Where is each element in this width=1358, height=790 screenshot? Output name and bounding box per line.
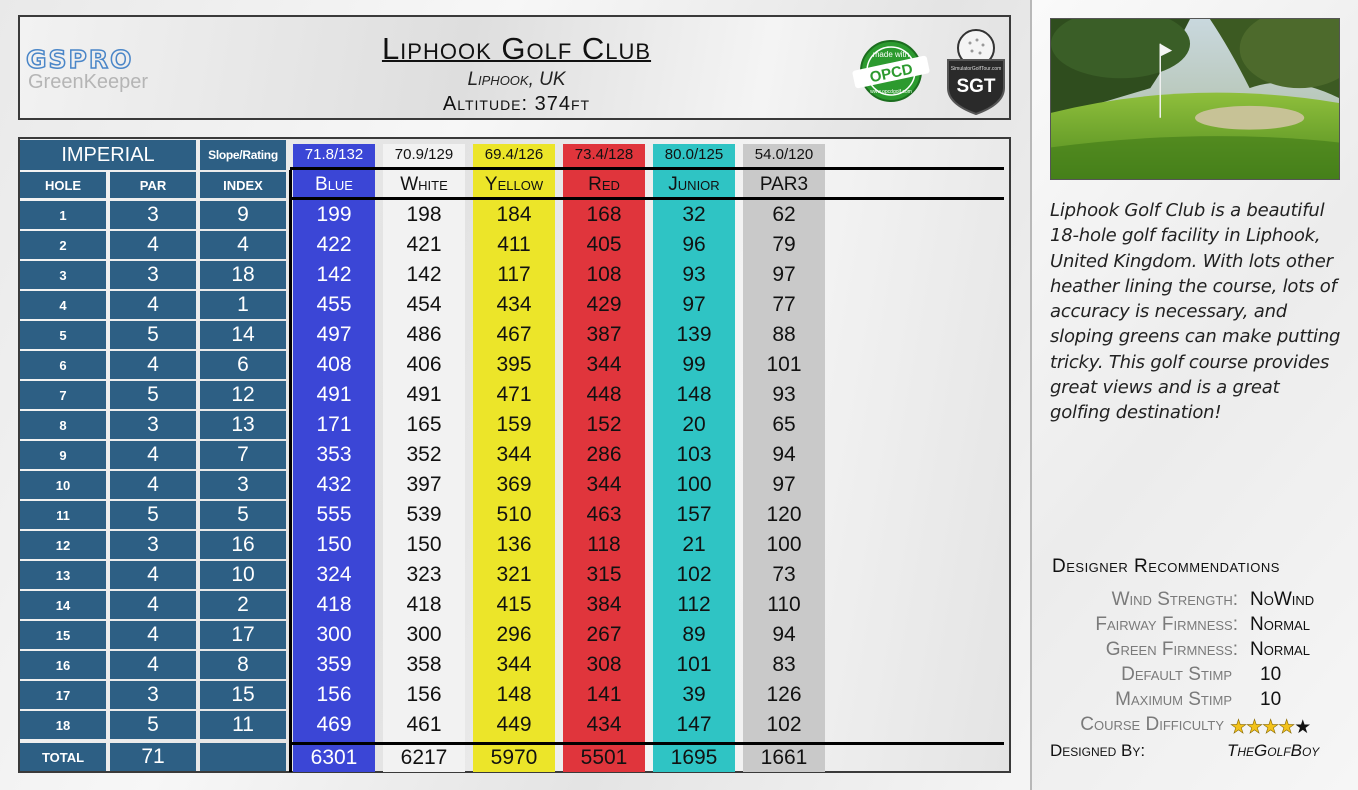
hole-number: 14: [20, 591, 106, 619]
tee-yardage: 171: [316, 413, 352, 436]
green-firmness-value: Normal: [1250, 639, 1310, 660]
hole-number: 5: [20, 321, 106, 349]
hole-index: 13: [200, 411, 286, 439]
scorecard: [18, 137, 1011, 773]
tee-yardage: 117: [497, 263, 531, 286]
hole-number: 4: [20, 291, 106, 319]
tee-yardage: 148: [496, 683, 532, 706]
tee-yardage: 139: [676, 323, 712, 346]
tee-yardage: 97: [682, 293, 706, 316]
tee-yardage: 510: [496, 503, 532, 526]
course-difficulty-label: Course Difficulty: [1080, 714, 1224, 735]
tee-yardage: 448: [586, 383, 622, 406]
tee-yardage: 432: [316, 473, 352, 496]
hole-par: 3: [110, 411, 196, 439]
hole-index: 2: [200, 591, 286, 619]
tee-column-par3: [743, 144, 825, 772]
tee-yardage: 455: [316, 293, 352, 316]
hole-par: 4: [110, 231, 196, 259]
tee-yardage: 96: [682, 233, 706, 256]
fairway-firmness-value: Normal: [1250, 614, 1310, 635]
hole-index: 5: [200, 501, 286, 529]
hole-index: 4: [200, 231, 286, 259]
slope-rating-label: Slope/Rating: [200, 140, 286, 170]
tee-left-divider: [289, 170, 292, 772]
hole-number: 18: [20, 711, 106, 739]
sgt-shield-icon: [940, 26, 1012, 116]
tee-yardage: 324: [316, 563, 352, 586]
tee-yardage: 321: [496, 563, 532, 586]
header-divider-line: [290, 197, 1004, 200]
hole-index: 6: [200, 351, 286, 379]
tee-yardage: 112: [677, 593, 711, 616]
tee-yardage: 142: [316, 263, 352, 286]
tee-yardage: 344: [496, 443, 532, 466]
designed-by-label: Designed By:: [1050, 741, 1146, 760]
hole-index: 15: [200, 681, 286, 709]
tee-yardage: 147: [676, 713, 712, 736]
course-title: Liphook Golf Club: [381, 31, 652, 66]
tee-name: White: [400, 174, 448, 195]
tee-total: 5501: [580, 746, 628, 769]
tee-yardage: 491: [406, 383, 442, 406]
tee-yardage: 103: [676, 443, 712, 466]
hole-number: 8: [20, 411, 106, 439]
tee-yardage: 353: [316, 443, 352, 466]
hole-number: 2: [20, 231, 106, 259]
hole-number: 1: [20, 201, 106, 229]
designed-by-value: TheGolfBoy: [1227, 741, 1320, 760]
tee-yardage: 461: [406, 713, 442, 736]
tee-yardage: 344: [586, 353, 622, 376]
hole-par: 5: [110, 321, 196, 349]
tee-name: Junior: [668, 174, 720, 195]
hole-par: 4: [110, 591, 196, 619]
hole-number: 6: [20, 351, 106, 379]
tee-column-white: [383, 144, 465, 772]
total-label: TOTAL: [20, 743, 106, 771]
tee-yardage: 467: [496, 323, 532, 346]
tee-yardage: 397: [406, 473, 442, 496]
hole-number: 17: [20, 681, 106, 709]
par-column-label: PAR: [110, 172, 196, 198]
tee-yardage: 384: [586, 593, 622, 616]
hole-index: 14: [200, 321, 286, 349]
tee-column-yellow: [473, 144, 555, 772]
hole-number: 13: [20, 561, 106, 589]
hole-par: 4: [110, 651, 196, 679]
tee-yardage: 421: [406, 233, 442, 256]
tee-yardage: 359: [316, 653, 352, 676]
hole-number: 10: [20, 471, 106, 499]
hole-par: 3: [110, 261, 196, 289]
hole-index: 7: [200, 441, 286, 469]
tee-column-blue: [293, 144, 375, 772]
tee-rating: 80.0/125: [664, 145, 724, 163]
opcd-badge-main: OPCD: [868, 60, 915, 87]
tee-yardage: 358: [406, 653, 442, 676]
tee-name: Red: [588, 174, 620, 195]
hole-number: 11: [20, 501, 106, 529]
tee-yardage: 110: [767, 593, 801, 616]
tee-yardage: 387: [586, 323, 622, 346]
tee-total: 6217: [400, 746, 448, 769]
tee-yardage: 168: [586, 203, 622, 226]
tee-yardage: 296: [496, 623, 532, 646]
tee-yardage: 32: [682, 203, 706, 226]
tee-yardage: 422: [316, 233, 352, 256]
hole-number: 12: [20, 531, 106, 559]
tee-yardage: 469: [316, 713, 352, 736]
hole-par: 5: [110, 711, 196, 739]
tee-yardage: 434: [496, 293, 532, 316]
default-stimp-value: 10: [1260, 664, 1282, 685]
tee-yardage: 454: [406, 293, 442, 316]
tee-yardage: 415: [496, 593, 532, 616]
hole-number: 16: [20, 651, 106, 679]
tee-yardage: 97: [772, 263, 796, 286]
total-divider-line: [290, 742, 1004, 745]
tee-yardage: 101: [676, 653, 712, 676]
maximum-stimp-value: 10: [1260, 689, 1282, 710]
tee-yardage: 405: [586, 233, 622, 256]
tee-yardage: 286: [586, 443, 622, 466]
tee-yardage: 539: [406, 503, 442, 526]
tee-yardage: 97: [772, 473, 796, 496]
par-total: 71: [110, 743, 196, 771]
star-filled-icon: ★: [1246, 716, 1263, 738]
recommendations-title: Designer Recommendations: [1052, 556, 1280, 577]
tee-yardage: 486: [406, 323, 442, 346]
tee-yardage: 491: [316, 383, 352, 406]
tee-yardage: 408: [316, 353, 352, 376]
tee-column-red: [563, 144, 645, 772]
tee-yardage: 89: [682, 623, 706, 646]
course-altitude: Altitude: 374ft: [442, 93, 591, 115]
tee-yardage: 323: [406, 563, 442, 586]
tee-yardage: 497: [316, 323, 352, 346]
hole-par: 3: [110, 201, 196, 229]
course-photo: [1050, 18, 1340, 180]
default-stimp-label: Default Stimp: [1121, 664, 1232, 685]
tee-rating: 70.9/129: [394, 145, 454, 163]
tee-yardage: 159: [496, 413, 532, 436]
course-header: [18, 15, 1011, 120]
tee-yardage: 395: [496, 353, 532, 376]
info-panel: [1030, 0, 1358, 790]
tee-name: Blue: [315, 174, 353, 195]
index-total-blank: [200, 743, 286, 771]
opcd-badge-bottom: www.opcdgolf.com: [870, 89, 912, 95]
tee-yardage: 21: [682, 533, 706, 556]
index-column-label: INDEX: [200, 172, 286, 198]
hole-par: 5: [110, 381, 196, 409]
tee-yardage: 142: [406, 263, 442, 286]
hole-par: 4: [110, 441, 196, 469]
star-filled-icon: ★: [1278, 716, 1295, 738]
tee-yardage: 108: [586, 263, 622, 286]
tee-total: 6301: [310, 746, 358, 769]
greenkeeper-logo: GreenKeeper: [28, 71, 149, 93]
hole-index: 9: [200, 201, 286, 229]
tee-yardage: 94: [772, 623, 796, 646]
sgt-badge-main: SGT: [956, 76, 996, 97]
star-filled-icon: ★: [1262, 716, 1279, 738]
tee-yardage: 118: [587, 533, 621, 556]
tee-yardage: 184: [496, 203, 532, 226]
hole-index: 18: [200, 261, 286, 289]
tee-yardage: 199: [316, 203, 352, 226]
tee-yardage: 418: [406, 593, 442, 616]
tee-yardage: 93: [682, 263, 706, 286]
tee-yardage: 434: [586, 713, 622, 736]
hole-par: 5: [110, 501, 196, 529]
hole-par: 3: [110, 681, 196, 709]
tee-yardage: 344: [586, 473, 622, 496]
hole-par: 3: [110, 531, 196, 559]
tee-yardage: 165: [406, 413, 442, 436]
tee-yardage: 315: [586, 563, 622, 586]
tee-rating: 73.4/128: [574, 145, 634, 163]
hole-column-label: HOLE: [20, 172, 106, 198]
tee-yardage: 411: [497, 233, 531, 256]
hole-index: 11: [200, 711, 286, 739]
hole-index: 3: [200, 471, 286, 499]
tee-yardage: 308: [586, 653, 622, 676]
tee-yardage: 79: [772, 233, 796, 256]
tee-name: Yellow: [484, 174, 544, 195]
hole-index: 8: [200, 651, 286, 679]
hole-par: 4: [110, 561, 196, 589]
opcd-badge-icon: [849, 39, 933, 103]
tee-yardage: 156: [406, 683, 442, 706]
tee-yardage: 150: [316, 533, 352, 556]
tee-yardage: 93: [772, 383, 796, 406]
tee-yardage: 157: [676, 503, 712, 526]
star-filled-icon: ★: [1230, 716, 1247, 738]
tee-name: PAR3: [759, 174, 809, 195]
hole-index: 17: [200, 621, 286, 649]
hole-par: 4: [110, 291, 196, 319]
tee-yardage: 463: [586, 503, 622, 526]
tee-yardage: 429: [586, 293, 622, 316]
tee-yardage: 418: [316, 593, 352, 616]
tee-yardage: 120: [766, 503, 802, 526]
tee-yardage: 449: [496, 713, 532, 736]
tee-yardage: 100: [676, 473, 712, 496]
gspro-logo: GSPRO: [26, 45, 134, 74]
hole-par: 4: [110, 621, 196, 649]
wind-strength-value: NoWind: [1250, 589, 1315, 610]
hole-index: 1: [200, 291, 286, 319]
maximum-stimp-label: Maximum Stimp: [1115, 689, 1232, 710]
tee-yardage: 94: [772, 443, 796, 466]
tee-yardage: 83: [772, 653, 796, 676]
tee-rating: 54.0/120: [754, 145, 814, 163]
tee-yardage: 152: [586, 413, 622, 436]
tee-yardage: 156: [316, 683, 352, 706]
difficulty-stars: [1230, 716, 1310, 738]
tee-rating: 71.8/132: [304, 145, 364, 163]
tee-yardage: 77: [772, 293, 796, 316]
tee-yardage: 300: [316, 623, 352, 646]
hole-index: 12: [200, 381, 286, 409]
hole-number: 7: [20, 381, 106, 409]
tee-column-junior: [653, 144, 735, 772]
tee-yardage: 39: [682, 683, 706, 706]
tee-yardage: 102: [676, 563, 712, 586]
star-empty-icon: ★: [1294, 716, 1311, 738]
tee-yardage: 102: [766, 713, 802, 736]
tee-yardage: 198: [406, 203, 442, 226]
tee-yardage: 100: [766, 533, 802, 556]
hole-number: 3: [20, 261, 106, 289]
hole-par: 4: [110, 471, 196, 499]
hole-number: 15: [20, 621, 106, 649]
units-label: IMPERIAL: [20, 140, 196, 170]
tee-yardage: 406: [406, 353, 442, 376]
sgt-badge-top: SimulatorGolfTour.com: [950, 66, 1002, 72]
course-location: Liphook, UK: [467, 69, 566, 90]
tee-yardage: 300: [406, 623, 442, 646]
tee-yardage: 101: [766, 353, 802, 376]
tee-yardage: 344: [496, 653, 532, 676]
tee-yardage: 73: [772, 563, 796, 586]
hole-number: 9: [20, 441, 106, 469]
tee-yardage: 369: [496, 473, 532, 496]
hole-index: 16: [200, 531, 286, 559]
rating-divider-line: [290, 167, 1004, 170]
green-firmness-label: Green Firmness:: [1105, 639, 1238, 660]
tee-rating: 69.4/126: [484, 145, 544, 163]
tee-yardage: 126: [766, 683, 802, 706]
opcd-badge-top: made with: [872, 50, 910, 59]
fairway-firmness-label: Fairway Firmness:: [1095, 614, 1238, 635]
tee-yardage: 555: [316, 503, 352, 526]
tee-yardage: 99: [682, 353, 706, 376]
tee-yardage: 148: [676, 383, 712, 406]
tee-total: 5970: [490, 746, 538, 769]
tee-yardage: 150: [406, 533, 442, 556]
tee-yardage: 352: [406, 443, 442, 466]
tee-yardage: 62: [772, 203, 796, 226]
tee-yardage: 471: [496, 383, 532, 406]
tee-total: 1695: [670, 746, 718, 769]
tee-total: 1661: [760, 746, 808, 769]
tee-yardage: 65: [772, 413, 796, 436]
hole-par: 4: [110, 351, 196, 379]
wind-strength-label: Wind Strength:: [1111, 589, 1238, 610]
hole-index: 10: [200, 561, 286, 589]
tee-yardage: 136: [496, 533, 532, 556]
tee-yardage: 20: [682, 413, 706, 436]
tee-yardage: 141: [586, 683, 622, 706]
course-description: Liphook Golf Club is a beautiful 18-hole golf facility in Liphook, United Kingdom. With lots other heather lining the course, lots of accuracy is necessary, and sloping greens can make putting tricky. This golf course provides great views and is a great golfing destination!: [1050, 200, 1341, 424]
tee-yardage: 267: [586, 623, 622, 646]
tee-yardage: 88: [772, 323, 796, 346]
